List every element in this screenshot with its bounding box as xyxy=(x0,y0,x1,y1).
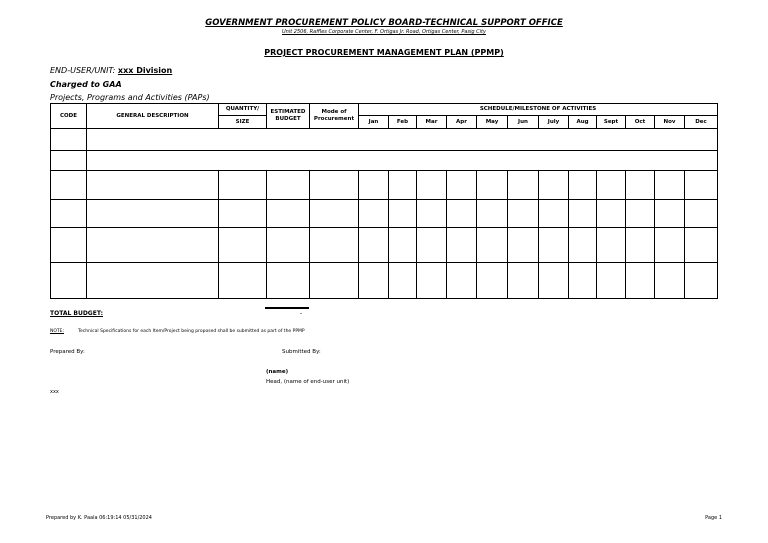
table-cell xyxy=(389,200,417,228)
month-header: Mar xyxy=(417,116,447,129)
month-header: May xyxy=(477,116,508,129)
table-cell xyxy=(569,200,597,228)
table-cell xyxy=(597,228,626,263)
month-header: Nov xyxy=(655,116,685,129)
paps-label: Projects, Programs and Activities (PAPs) xyxy=(50,93,210,102)
table-cell xyxy=(417,171,447,200)
mode-header-line2: Procurement xyxy=(313,116,355,122)
end-user-label: END-USER/UNIT: xyxy=(50,66,116,75)
table-cell xyxy=(87,151,718,171)
table-cell xyxy=(477,171,508,200)
table-cell xyxy=(539,228,569,263)
table-row xyxy=(51,151,718,171)
table-cell xyxy=(267,171,310,200)
table-cell xyxy=(389,263,417,299)
month-header: Aug xyxy=(569,116,597,129)
table-cell xyxy=(51,129,87,151)
table-cell xyxy=(310,263,359,299)
table-cell xyxy=(359,171,389,200)
table-cell xyxy=(310,200,359,228)
total-budget-value: - xyxy=(300,310,303,317)
table-cell xyxy=(597,263,626,299)
table-cell xyxy=(539,171,569,200)
month-header: Dec xyxy=(685,116,718,129)
table-cell xyxy=(447,171,477,200)
table-cell xyxy=(87,228,219,263)
preparer-name: xxx xyxy=(50,389,59,395)
table-cell xyxy=(569,171,597,200)
table-cell xyxy=(685,200,718,228)
month-header: Jan xyxy=(359,116,389,129)
note-label: NOTE: xyxy=(50,329,65,334)
month-header: Apr xyxy=(447,116,477,129)
table-cell xyxy=(655,228,685,263)
table-cell xyxy=(219,228,267,263)
table-cell xyxy=(597,171,626,200)
table-cell xyxy=(389,171,417,200)
table-cell xyxy=(359,200,389,228)
table-cell xyxy=(655,263,685,299)
month-header: Feb xyxy=(389,116,417,129)
total-budget-rule xyxy=(265,307,309,309)
table-cell xyxy=(626,200,655,228)
footer-prepared-info: Prepared by K. Paala 06:19:14 05/31/2024 xyxy=(46,515,152,521)
code-header: CODE xyxy=(51,104,87,129)
budget-header-line2: BUDGET xyxy=(275,116,301,122)
table-cell xyxy=(310,171,359,200)
table-cell xyxy=(359,263,389,299)
table-cell xyxy=(626,263,655,299)
table-cell xyxy=(51,228,87,263)
table-row xyxy=(51,171,718,200)
table-cell xyxy=(417,200,447,228)
table-cell xyxy=(569,228,597,263)
page-number: Page 1 xyxy=(705,515,722,521)
table-cell xyxy=(508,200,539,228)
end-user-line xyxy=(50,66,172,75)
table-cell xyxy=(267,228,310,263)
organization-address: Unit 2506, Raffles Corporate Center, F. Ortigas Jr. Road, Ortigas Center, Pasig City xyxy=(282,29,486,35)
table-cell xyxy=(655,171,685,200)
month-header: July xyxy=(539,116,569,129)
table-cell xyxy=(508,263,539,299)
table-cell xyxy=(87,200,219,228)
charged-to: Charged to GAA xyxy=(50,80,122,89)
total-budget-label: TOTAL BUDGET: xyxy=(50,310,103,317)
schedule-header: SCHEDULE/MILESTONE OF ACTIVITIES xyxy=(359,104,718,116)
table-cell xyxy=(310,228,359,263)
table-cell xyxy=(51,263,87,299)
table-cell xyxy=(417,228,447,263)
table-row xyxy=(51,200,718,228)
table-cell xyxy=(569,263,597,299)
table-row xyxy=(51,129,718,151)
table-cell xyxy=(51,200,87,228)
ppmp-table xyxy=(50,103,718,299)
month-header: Jun xyxy=(508,116,539,129)
table-cell xyxy=(267,200,310,228)
table-cell xyxy=(626,228,655,263)
size-header: SIZE xyxy=(219,116,267,129)
organization-title: GOVERNMENT PROCUREMENT POLICY BOARD-TECHNICAL SUPPORT OFFICE xyxy=(205,18,563,28)
table-cell xyxy=(447,200,477,228)
table-cell xyxy=(685,228,718,263)
table-cell xyxy=(477,200,508,228)
quantity-header: QUANTITY/ xyxy=(219,104,267,116)
budget-header xyxy=(267,104,310,129)
table-cell xyxy=(539,200,569,228)
table-cell xyxy=(219,263,267,299)
table-cell xyxy=(508,228,539,263)
description-header: GENERAL DESCRIPTION xyxy=(87,104,219,129)
table-cell xyxy=(267,263,310,299)
table-cell xyxy=(477,228,508,263)
table-cell xyxy=(685,263,718,299)
mode-header xyxy=(310,104,359,129)
table-row xyxy=(51,263,718,299)
table-cell xyxy=(655,200,685,228)
table-cell xyxy=(597,200,626,228)
table-cell xyxy=(219,171,267,200)
table-cell xyxy=(477,263,508,299)
prepared-by-label: Prepared By: xyxy=(50,349,85,355)
table-cell xyxy=(87,171,219,200)
table-cell xyxy=(685,171,718,200)
table-cell xyxy=(508,171,539,200)
table-cell xyxy=(626,171,655,200)
submitted-by-label: Submitted By: xyxy=(282,349,321,355)
signatory-title: Head, (name of end-user unit) xyxy=(266,379,350,385)
month-header: Sept xyxy=(597,116,626,129)
table-cell xyxy=(417,263,447,299)
table-cell xyxy=(447,263,477,299)
table-cell xyxy=(359,228,389,263)
table-cell xyxy=(539,263,569,299)
table-cell xyxy=(389,228,417,263)
month-header: Oct xyxy=(626,116,655,129)
table-cell xyxy=(87,263,219,299)
table-cell xyxy=(51,171,87,200)
table-row xyxy=(51,228,718,263)
end-user-value: xxx Division xyxy=(117,66,173,75)
table-cell xyxy=(51,151,87,171)
table-cell xyxy=(87,129,718,151)
signatory-name: (name) xyxy=(266,369,289,375)
note-text: Technical Specifications for each Item/Project being proposed shall be submitted as part of the PPMP xyxy=(78,329,305,334)
mode-header-line1: Mode of xyxy=(321,109,347,115)
table-cell xyxy=(219,200,267,228)
budget-header-line1: ESTIMATED xyxy=(270,109,306,115)
document-title: PROJECT PROCUREMENT MANAGEMENT PLAN (PPMP) xyxy=(264,48,504,57)
table-cell xyxy=(447,228,477,263)
